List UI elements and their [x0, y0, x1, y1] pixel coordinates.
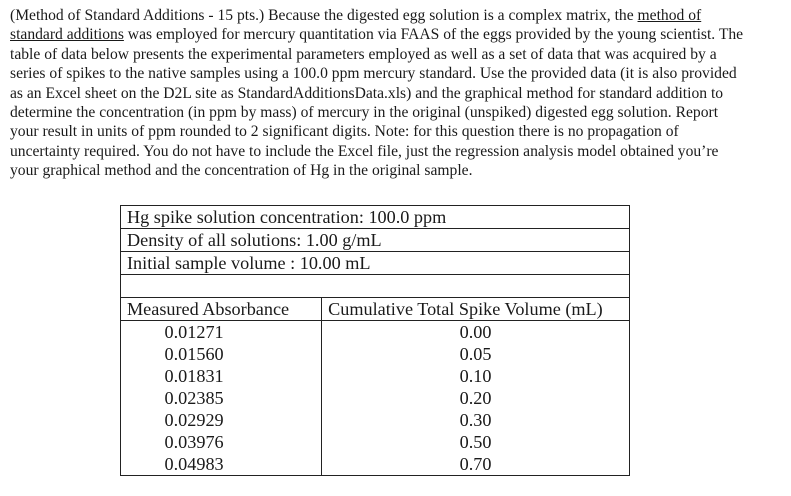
parameters-and-data-table	[120, 205, 630, 476]
param-row-concentration	[121, 206, 630, 229]
table-row	[121, 453, 630, 476]
volume-cell: 0.05	[322, 343, 630, 365]
table-row	[121, 387, 630, 409]
volume-cell: 0.10	[322, 365, 630, 387]
problem-line-6: determine the concentration (in ppm by mass) of mercury in the original (unspiked) digested egg solution. Report	[10, 104, 719, 122]
initial-volume-cell: Initial sample volume : 10.00 mL	[121, 252, 630, 275]
volume-cell: 0.70	[322, 453, 630, 476]
table-row	[121, 409, 630, 431]
method-link-part1: method of	[637, 7, 702, 24]
absorbance-cell: 0.03976	[121, 431, 322, 453]
problem-line-2: standard additions was employed for mercury quantitation via FAAS of the eggs provided by the young scientist. The	[10, 26, 744, 44]
table-row	[121, 365, 630, 387]
problem-line-9: your graphical method and the concentration of Hg in the original sample.	[10, 162, 473, 180]
table-row	[121, 343, 630, 365]
absorbance-cell: 0.02929	[121, 409, 322, 431]
problem-line-4: series of spikes to the native samples using a 100.0 ppm mercury standard. Use the provided data (it is also provided	[10, 65, 737, 83]
density-cell: Density of all solutions: 1.00 g/mL	[121, 229, 630, 252]
header-row	[121, 298, 630, 321]
table-row	[121, 431, 630, 453]
header-absorbance: Measured Absorbance	[121, 298, 322, 321]
table-row	[121, 321, 630, 344]
volume-cell: 0.00	[322, 321, 630, 344]
problem-line-1: (Method of Standard Additions - 15 pts.) Because the digested egg solution is a complex matrix, the method of	[10, 7, 702, 24]
header-spike-volume: Cumulative Total Spike Volume (mL)	[322, 298, 630, 321]
param-row-density	[121, 229, 630, 252]
absorbance-cell: 0.01271	[121, 321, 322, 344]
absorbance-cell: 0.01831	[121, 365, 322, 387]
absorbance-cell: 0.04983	[121, 453, 322, 476]
problem-statement	[10, 6, 791, 181]
spacer-row	[121, 275, 630, 298]
volume-cell: 0.30	[322, 409, 630, 431]
absorbance-cell: 0.02385	[121, 387, 322, 409]
volume-cell: 0.20	[322, 387, 630, 409]
param-row-volume	[121, 252, 630, 275]
absorbance-cell: 0.01560	[121, 343, 322, 365]
problem-line-7: your result in units of ppm rounded to 2 significant digits. Note: for this question there is no propagation of	[10, 123, 679, 141]
experiment-table	[120, 205, 630, 476]
problem-line-3: table of data below presents the experimental parameters employed as well as a set of data that was acquired by a	[10, 45, 717, 63]
spacer-cell	[121, 275, 630, 298]
spike-concentration-cell: Hg spike solution concentration: 100.0 ppm	[121, 206, 630, 229]
volume-cell: 0.50	[322, 431, 630, 453]
method-link-part2: standard additions	[10, 26, 124, 44]
problem-line-5: as an Excel sheet on the D2L site as StandardAdditionsData.xls) and the graphical method for standard addition to	[10, 84, 724, 102]
problem-line-8: uncertainty required. You do not have to include the Excel file, just the regression analysis model obtained you’re	[10, 142, 719, 160]
